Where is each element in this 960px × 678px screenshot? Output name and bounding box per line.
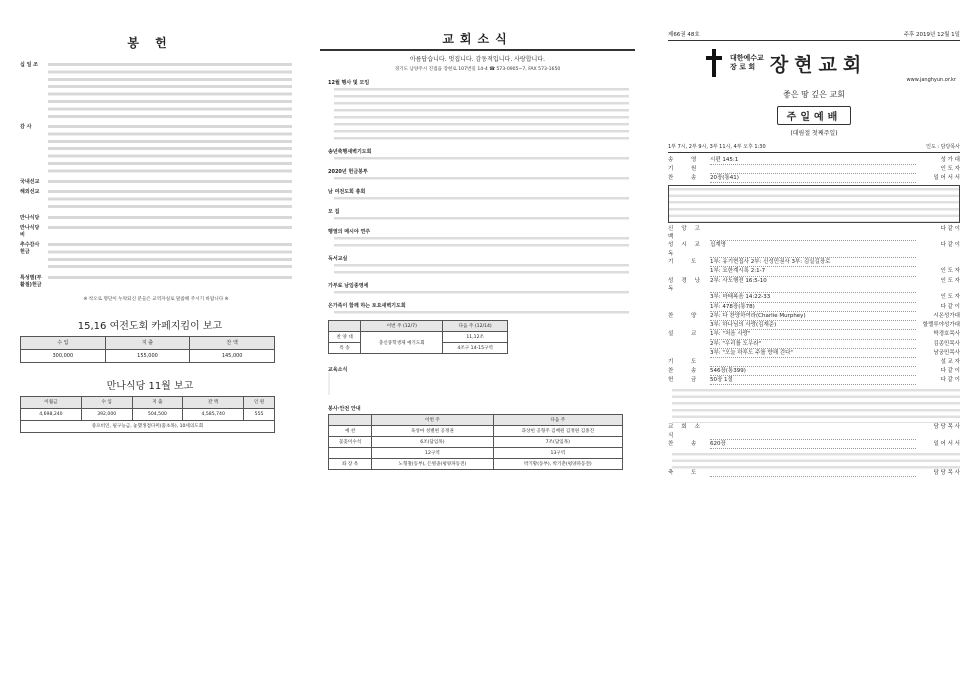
worship-item [668,330,960,339]
order-of-worship [668,156,960,477]
worship-item [668,321,960,330]
news-title: 교회소식 [442,32,513,46]
offering-row [20,178,292,185]
worship-item-detail: 50장 1절 [710,376,916,385]
worship-item-leader: 일 어 서 서 [933,174,960,181]
table-header: 수 입 [21,336,106,349]
omission-notice: ※ 착오로 명단이 누락되신 분들은 교역자실로 말씀해 주시기 바랍니다 ※ [83,296,229,302]
worship-item [668,358,960,366]
news-section-heading: 남 여전도회 총회 [328,189,366,196]
offering-row [20,188,292,210]
table-cell: 4,585,740 [183,408,244,420]
offering-row [20,123,292,175]
news-section [328,208,629,222]
greeting: 아름답습니다. 멋집니다. 감동적입니다. 사랑합니다. [409,56,546,63]
denomination-line: 장 로 회 [730,63,756,71]
table-header: 인 원 [244,396,275,408]
worship-item-leader: 성 가 대 [940,157,960,163]
table-header: 다음 주 (12/14) [443,321,508,332]
news-section [328,255,629,276]
worship-item-leader: 인 도 자 [940,166,960,173]
offering-names [48,224,292,231]
table-cell: 박기황(동부), 박기춘(평양파동전) [493,459,622,470]
table-header: 잔 액 [183,396,244,408]
worship-item-leader: 박경호목사 [933,331,960,338]
table-cell: 특 송 [329,343,361,354]
worship-item-name: 축 도 [668,470,705,477]
table-cell: 392,000 [81,408,132,420]
worship-item-name: 찬 양 [668,312,705,319]
worship-item-detail [710,225,916,242]
news-section-heading: 행열의 메시야 연주 [328,229,371,236]
worship-item [668,267,960,276]
table-cell: 꽃꽂이수석 [329,437,372,448]
denomination [730,54,764,72]
offering-names [48,241,292,271]
offering-row [20,214,292,221]
issue-date: 주후 2019년 12월 1일 [903,32,960,38]
offering-names [48,178,292,185]
news-section-heading: 모 집 [328,209,340,216]
news-section [328,148,629,162]
worship-item [668,303,960,312]
table-footer: 중포비인, 필구능금, 놓했생점다미(품초목), 10세의도회 [21,420,275,432]
offering-panel [0,0,300,678]
table-header: 이월금 [21,396,82,408]
worship-item-leader: 인 도 자 [940,277,960,284]
news-section-body [334,155,629,162]
worship-item [668,241,960,258]
table-cell: 12구역 [372,448,493,459]
bulletin-cover [668,0,960,678]
worship-item [668,440,960,449]
table-header: 이번 주 (12/7) [361,321,443,332]
worship-item-name: 찬 송 [668,440,705,447]
worship-item-leader: 담 당 목 사 [933,424,960,431]
worship-item [668,293,960,302]
confession-box [668,185,960,223]
worship-item-leader: 인 도 자 [940,294,960,301]
table-header: 다음 주 [493,415,622,426]
church-logo [706,49,960,77]
offering-row [20,274,292,288]
offering-names [48,274,292,281]
worship-item [668,376,960,385]
church-name: 장현교회 [769,53,868,76]
worship-item-leader: 시온성가대 [933,312,960,319]
worship-item-detail: 1부: 요한계시록 2:1-7 [710,267,916,276]
worship-item-leader: 다 같 이 [940,225,960,232]
masthead [668,30,960,41]
offering-names [48,214,292,221]
service-times-row [668,143,960,153]
service-heading: 봉사·안전 안내 [328,406,361,413]
worship-item-name: 교회소식 [668,424,708,439]
table-cell: 예 찬 [329,426,372,437]
news-section-body [334,215,629,222]
news-section-heading: 온가족이 함께 하는 토요새벽기도회 [328,303,406,310]
worship-item-name: 기 원 [668,166,705,173]
service-title: 주일예배 [777,106,851,125]
worship-item-detail: 20장(통41) [710,174,916,183]
worship-item [668,277,960,294]
worship-item-name [668,267,710,276]
worship-item-name: 송 영 [668,157,705,163]
offering-row [20,61,292,120]
denomination-line: 대한예수교 [730,54,764,62]
news-section-body [334,309,629,316]
worship-item-detail [710,423,916,440]
worship-item-name: 설 교 [668,331,705,338]
table-header: 이번 주 [372,415,493,426]
worship-item-leader: 인 도 자 [940,268,960,275]
news-section [328,79,629,142]
table-cell: 육성마 성별현 공정권 [372,426,493,437]
news-section-heading: 12월 행사 및 모임 [328,80,370,87]
worship-item [668,225,960,242]
worship-item-leader: 다 같 이 [940,376,960,383]
worship-item-detail: 2부: "우리를 도우라" [710,340,916,349]
offering-label: 국내선교 [20,178,40,185]
offering-note [672,387,960,423]
worship-item-leader: 할렐루야성가대 [922,322,960,329]
worship-item-detail [710,469,916,477]
worship-item-leader: 담 당 목 사 [933,470,960,477]
news-section [328,228,629,249]
news-section-body [334,289,629,296]
news-section-heading: 2020년 헌금봉투 [328,169,368,176]
table-cell: 과상헌 공형주 김배원 김정원 김종진 [493,426,622,437]
worship-item-name [668,293,710,302]
table-cell: 145,000 [190,349,275,362]
worship-item-detail: 1부: "처음 사랑" [710,330,916,339]
worship-item-name: 찬 송 [668,367,705,374]
offering-label: 만나식당 [20,214,40,221]
table-cell: 13구역 [493,448,622,459]
worship-item-detail: 3부: 하나님의 사랑(김재준) [710,321,916,330]
worship-item-detail: 1부: 478장(통78) [710,303,916,312]
table-cell: 좌 장 옥 [329,459,372,470]
service-times: 1부 7시, 2부 9시, 3부 11시, 4부 오후 1:30 [668,144,766,150]
table-cell: 7조(담임목) [493,437,622,448]
officiant: 인도 : 담당목사 [926,144,960,150]
table-header: 지 출 [132,396,183,408]
address: 경기도 남양주시 진접읍 장현로 107번길 14-4 ☎ 573-0905~7, FAX 573-1650 [394,67,561,72]
worship-item-leader [916,258,960,267]
website-url: www.janghyun.or.kr [906,77,956,83]
worship-item-name: 찬 송 [668,174,705,181]
prayer-table [328,320,508,354]
table-cell: 300,000 [21,349,106,362]
education-body [328,373,629,395]
table-cell: 4조구 14-15구역 [443,343,508,354]
worship-item-name: 기 도 [668,359,705,366]
offering-label: 특성별(부활절)헌금 [20,274,42,288]
offering-names [48,123,292,175]
service-table [328,414,623,470]
news-panel [320,0,635,678]
offering-list [0,61,300,288]
education-heading: 교육소식 [328,367,348,374]
worship-item [668,349,960,358]
offering-label: 해외선교 [20,189,40,196]
report2-title: 만나식당 11월 보고 [106,380,194,392]
service-subtitle: (대림절 첫째주일) [790,130,838,137]
worship-item-leader: 다 같 이 [940,242,960,249]
worship-item-detail: 620장 [710,440,916,449]
table-header: 지 출 [105,336,190,349]
news-section [328,302,629,316]
worship-item-detail: 2부: 다 찬양하여라(Charlie Murphey) [710,312,916,321]
worship-item [668,174,960,183]
table-cell: 충신중학생제 예기도회 [361,332,443,354]
offering-names [48,61,292,120]
worship-item-detail: 시편 145:1 [710,156,916,165]
worship-item [668,423,960,440]
news-section-heading: 가부료 남임종영세 [328,283,369,290]
worship-item-name [668,321,710,330]
worship-item-detail: 3부: 마태복음 14:22-33 [710,293,916,302]
worship-item-leader: 남궁민목사 [933,350,960,357]
worship-item-detail: 3부: "오늘 하루도 주를 향해 걷다" [710,349,916,358]
worship-item [668,165,960,173]
table-cell: 찬 양 대 [329,332,361,343]
worship-item-name: 헌 금 [668,376,705,383]
news-section-body [334,235,629,249]
worship-item-name [668,349,710,358]
table-cell: 노형철(동부), 든병졸(평양파동전) [372,459,493,470]
worship-item [668,340,960,349]
worship-item-detail: 1부: 유기현집사 2부: 신성민권사 3부: 김실길장로 [710,258,916,267]
offering-names [48,188,292,210]
worship-item-name [668,303,710,312]
news-section [328,282,629,296]
report2-table [20,396,275,433]
worship-item-leader: 다 같 이 [940,367,960,374]
worship-item-detail: 십계명 [710,241,916,258]
table-cell [329,448,372,459]
table-cell: 155,000 [105,349,190,362]
worship-item-leader: 일 어 서 서 [933,440,960,447]
table-cell: 11,12조 [443,332,508,343]
table-cell: 4,698,240 [21,408,82,420]
offering-label: 만나식당비 [20,224,40,238]
news-section [328,188,629,202]
offering-label: 추수감사헌금 [20,241,40,255]
table-cell: 504,500 [132,408,183,420]
worship-item-leader: 다 같 이 [940,303,960,310]
report1-title: 15,16 여전도회 카페지킴이 보고 [77,320,223,332]
benediction-note [672,451,960,469]
offering-label: 십 일 조 [20,62,38,68]
issue-number: 제66권 48호 [668,32,700,38]
news-section-body [334,175,629,182]
table-header [329,415,372,426]
table-cell: 6조(담임목) [372,437,493,448]
offering-label: 감 사 [20,124,32,131]
worship-item-name: 성경낭독 [668,277,708,292]
worship-item [668,156,960,165]
offering-row [20,224,292,238]
news-section-body [334,195,629,202]
worship-item-detail [710,165,916,173]
worship-item-leader: 김종민목사 [933,340,960,347]
slogan: 좋은 땅 깊은 교회 [783,90,845,99]
news-section-heading: 송년축행새벽기도회 [328,149,372,156]
table-header: 잔 액 [190,336,275,349]
cross-icon [706,49,722,77]
news-section [328,168,629,182]
report1-table [20,336,275,363]
news-section-body [334,86,629,142]
offering-title: 봉 헌 [127,36,173,50]
worship-item-detail [710,358,916,366]
worship-item [668,312,960,321]
table-header [329,321,361,332]
table-cell: 555 [244,408,275,420]
worship-item-name: 신앙고백 [668,225,708,241]
worship-item-name [668,340,710,349]
worship-item [668,367,960,376]
worship-item-name: 성시교독 [668,242,708,257]
offering-row [20,241,292,271]
worship-item-name: 기 도 [668,259,705,266]
worship-item-detail: 2부: 사도행전 16:5-10 [710,277,916,294]
table-header: 수 입 [81,396,132,408]
news-section-heading: 독서교실 [328,256,348,263]
news-section-body [334,262,629,276]
worship-item-detail: 546장(통399) [710,367,916,376]
worship-item [668,258,960,267]
worship-item [668,469,960,477]
worship-item-leader: 설 교 자 [940,359,960,366]
news-sections [320,79,635,316]
